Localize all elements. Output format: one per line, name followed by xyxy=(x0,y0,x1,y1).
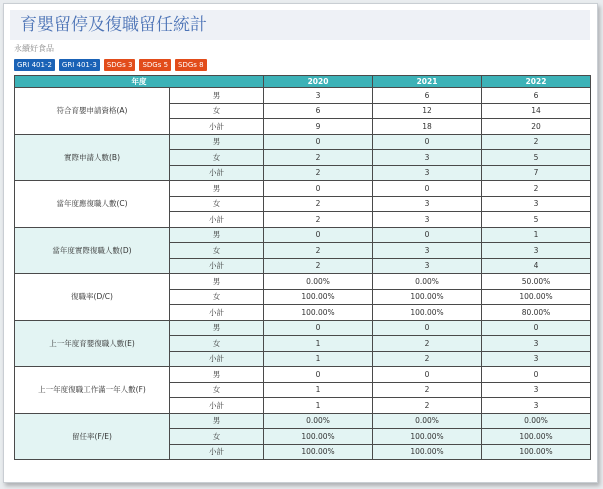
value-cell: 0 xyxy=(264,134,373,150)
value-cell: 100.00% xyxy=(264,289,373,305)
gender-label-cell: 小計 xyxy=(170,212,264,228)
header-2021: 2021 xyxy=(373,76,482,88)
value-cell: 100.00% xyxy=(264,429,373,445)
value-cell: 0 xyxy=(264,227,373,243)
value-cell: 5 xyxy=(482,212,591,228)
value-cell: 100.00% xyxy=(482,289,591,305)
value-cell: 9 xyxy=(264,119,373,135)
gender-label-cell: 小計 xyxy=(170,258,264,274)
value-cell: 12 xyxy=(373,103,482,119)
value-cell: 3 xyxy=(373,243,482,259)
value-cell: 3 xyxy=(373,212,482,228)
value-cell: 2 xyxy=(264,212,373,228)
value-cell: 1 xyxy=(482,227,591,243)
gender-label-cell: 男 xyxy=(170,181,264,197)
value-cell: 6 xyxy=(264,103,373,119)
gender-label-cell: 男 xyxy=(170,413,264,429)
gender-label-cell: 男 xyxy=(170,227,264,243)
gender-label-cell: 女 xyxy=(170,150,264,166)
table-row xyxy=(15,134,591,150)
value-cell: 2 xyxy=(264,150,373,166)
value-cell: 100.00% xyxy=(373,289,482,305)
value-cell: 0 xyxy=(373,181,482,197)
gender-label-cell: 女 xyxy=(170,196,264,212)
value-cell: 0.00% xyxy=(373,274,482,290)
title-bar xyxy=(10,10,590,40)
table-header-row xyxy=(15,76,591,88)
value-cell: 3 xyxy=(373,196,482,212)
value-cell: 2 xyxy=(264,258,373,274)
value-cell: 3 xyxy=(482,336,591,352)
value-cell: 3 xyxy=(482,196,591,212)
tag-list xyxy=(14,59,207,71)
gender-label-cell: 男 xyxy=(170,274,264,290)
value-cell: 2 xyxy=(264,165,373,181)
value-cell: 0 xyxy=(482,320,591,336)
value-cell: 6 xyxy=(373,88,482,104)
gender-label-cell: 女 xyxy=(170,336,264,352)
table-row xyxy=(15,367,591,383)
value-cell: 1 xyxy=(264,336,373,352)
value-cell: 0 xyxy=(264,320,373,336)
table-body xyxy=(15,88,591,460)
value-cell: 0 xyxy=(373,134,482,150)
tag-gri-401-2[interactable]: GRI 401-2 xyxy=(14,59,55,71)
value-cell: 5 xyxy=(482,150,591,166)
value-cell: 1 xyxy=(264,382,373,398)
value-cell: 2 xyxy=(373,351,482,367)
value-cell: 50.00% xyxy=(482,274,591,290)
value-cell: 2 xyxy=(264,196,373,212)
value-cell: 100.00% xyxy=(373,444,482,460)
gender-label-cell: 女 xyxy=(170,103,264,119)
value-cell: 2 xyxy=(373,398,482,414)
value-cell: 0 xyxy=(373,320,482,336)
gender-label-cell: 小計 xyxy=(170,351,264,367)
gender-label-cell: 女 xyxy=(170,243,264,259)
tag-sdgs-3[interactable]: SDGs 3 xyxy=(104,59,136,71)
value-cell: 2 xyxy=(482,134,591,150)
gender-label-cell: 女 xyxy=(170,289,264,305)
value-cell: 2 xyxy=(482,181,591,197)
header-2020: 2020 xyxy=(264,76,373,88)
value-cell: 2 xyxy=(373,336,482,352)
category-cell: 留任率(F/E) xyxy=(15,413,170,460)
table-row xyxy=(15,320,591,336)
value-cell: 2 xyxy=(264,243,373,259)
value-cell: 0.00% xyxy=(264,413,373,429)
tag-sdgs-5[interactable]: SDGs 5 xyxy=(139,59,171,71)
gender-label-cell: 小計 xyxy=(170,444,264,460)
table-row xyxy=(15,227,591,243)
gender-label-cell: 小計 xyxy=(170,305,264,321)
gender-label-cell: 男 xyxy=(170,134,264,150)
gender-label-cell: 女 xyxy=(170,429,264,445)
value-cell: 3 xyxy=(482,382,591,398)
content-card xyxy=(3,3,598,483)
category-cell: 上一年度復職工作滿一年人數(F) xyxy=(15,367,170,414)
table-row xyxy=(15,274,591,290)
value-cell: 20 xyxy=(482,119,591,135)
value-cell: 3 xyxy=(264,88,373,104)
gender-label-cell: 小計 xyxy=(170,165,264,181)
value-cell: 100.00% xyxy=(264,444,373,460)
value-cell: 0 xyxy=(264,181,373,197)
tag-gri-401-3[interactable]: GRI 401-3 xyxy=(59,59,100,71)
category-cell: 當年度應復職人數(C) xyxy=(15,181,170,228)
page-title: 育嬰留停及復職留任統計 xyxy=(20,15,207,35)
tag-sdgs-8[interactable]: SDGs 8 xyxy=(175,59,207,71)
value-cell: 0.00% xyxy=(482,413,591,429)
value-cell: 7 xyxy=(482,165,591,181)
table-row xyxy=(15,413,591,429)
value-cell: 0.00% xyxy=(264,274,373,290)
value-cell: 80.00% xyxy=(482,305,591,321)
header-2022: 2022 xyxy=(482,76,591,88)
value-cell: 3 xyxy=(373,258,482,274)
category-cell: 上一年度育嬰復職人數(E) xyxy=(15,320,170,367)
value-cell: 14 xyxy=(482,103,591,119)
category-cell: 實際申請人數(B) xyxy=(15,134,170,181)
value-cell: 100.00% xyxy=(264,305,373,321)
value-cell: 100.00% xyxy=(482,429,591,445)
gender-label-cell: 男 xyxy=(170,367,264,383)
value-cell: 1 xyxy=(264,398,373,414)
value-cell: 18 xyxy=(373,119,482,135)
value-cell: 4 xyxy=(482,258,591,274)
statistics-table xyxy=(14,75,591,460)
gender-label-cell: 男 xyxy=(170,320,264,336)
value-cell: 0 xyxy=(373,367,482,383)
company-name: 永續好食品 xyxy=(14,44,54,53)
value-cell: 100.00% xyxy=(482,444,591,460)
category-cell: 當年度實際復職人數(D) xyxy=(15,227,170,274)
category-cell: 符合育嬰申請資格(A) xyxy=(15,88,170,135)
gender-label-cell: 小計 xyxy=(170,398,264,414)
value-cell: 3 xyxy=(482,243,591,259)
value-cell: 1 xyxy=(264,351,373,367)
value-cell: 0.00% xyxy=(373,413,482,429)
value-cell: 0 xyxy=(264,367,373,383)
header-year: 年度 xyxy=(15,76,264,88)
gender-label-cell: 小計 xyxy=(170,119,264,135)
value-cell: 100.00% xyxy=(373,429,482,445)
gender-label-cell: 男 xyxy=(170,88,264,104)
value-cell: 100.00% xyxy=(373,305,482,321)
table-row xyxy=(15,88,591,104)
value-cell: 3 xyxy=(373,165,482,181)
value-cell: 3 xyxy=(373,150,482,166)
value-cell: 2 xyxy=(373,382,482,398)
value-cell: 3 xyxy=(482,398,591,414)
value-cell: 6 xyxy=(482,88,591,104)
category-cell: 復職率(D/C) xyxy=(15,274,170,321)
value-cell: 0 xyxy=(373,227,482,243)
gender-label-cell: 女 xyxy=(170,382,264,398)
table-row xyxy=(15,181,591,197)
value-cell: 0 xyxy=(482,367,591,383)
value-cell: 3 xyxy=(482,351,591,367)
